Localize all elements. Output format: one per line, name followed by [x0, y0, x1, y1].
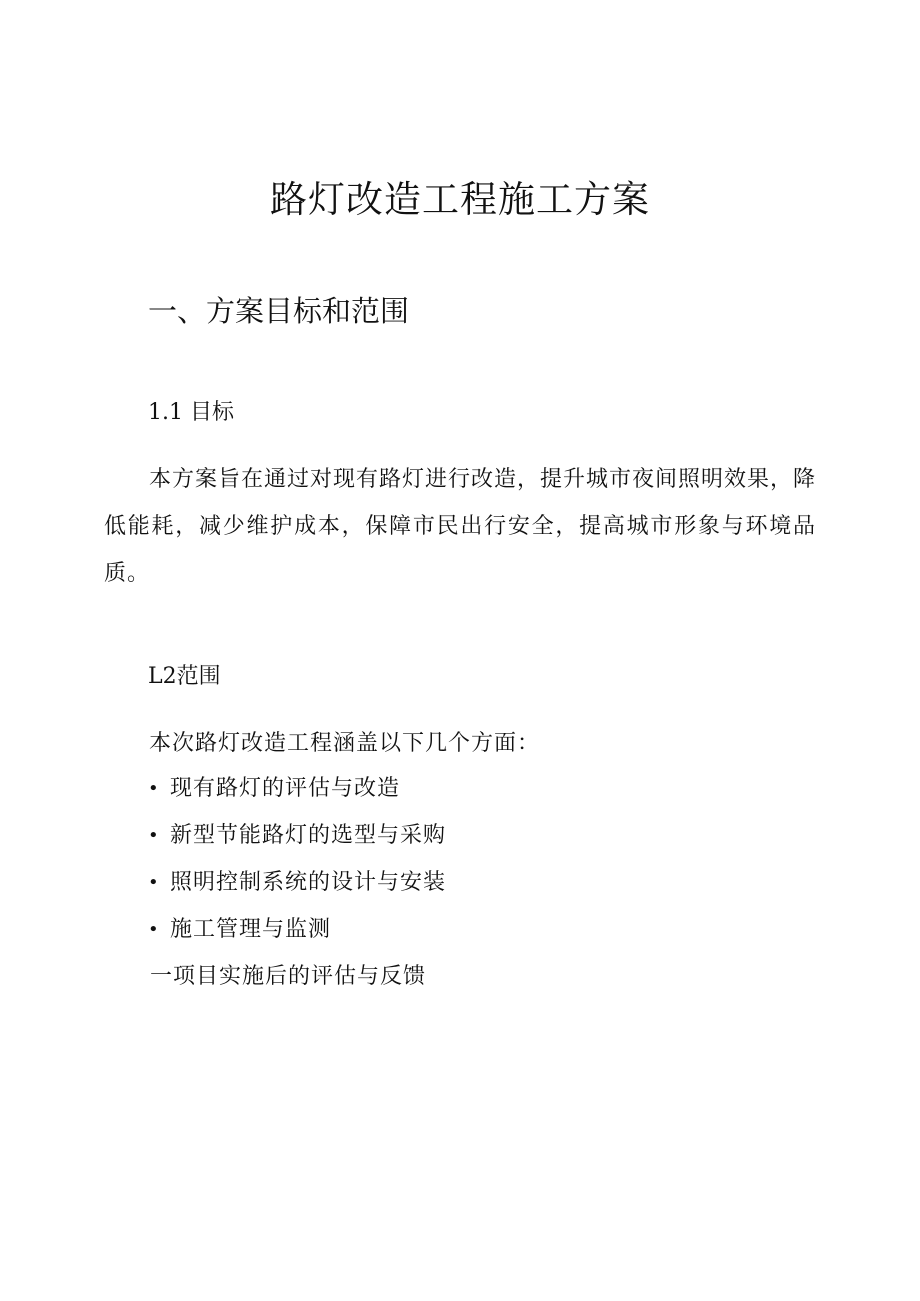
list-item [148, 820, 446, 867]
scope-list [148, 773, 446, 961]
bullet-icon: • [148, 919, 160, 940]
section-heading: 一、方案目标和范围 [148, 294, 410, 328]
goal-heading: 1.1 目标 [148, 400, 234, 425]
bullet-icon: • [148, 825, 160, 846]
list-item [148, 914, 446, 961]
bullet-icon: • [148, 778, 160, 799]
list-item-text: 现有路灯的评估与改造 [170, 776, 401, 801]
list-item-text: 施工管理与监测 [170, 917, 332, 942]
list-item [148, 773, 446, 820]
scope-heading: L2范围 [148, 664, 221, 689]
list-item-text: 新型节能路灯的选型与采购 [170, 823, 447, 848]
list-item [148, 867, 446, 914]
goal-paragraph: 本方案旨在通过对现有路灯进行改造，提升城市夜间照明效果，降低能耗，减少维护成本，保障市民出行安全，提高城市形象与环境品质。 [104, 467, 817, 586]
scope-intro: 本次路灯改造工程涵盖以下几个方面： [149, 731, 541, 756]
bullet-icon: • [148, 872, 160, 893]
dash-list-item: 一项目实施后的评估与反馈 [150, 964, 427, 989]
document-title: 路灯改造工程施工方案 [270, 178, 650, 221]
list-item-text: 照明控制系统的设计与安装 [170, 870, 447, 895]
